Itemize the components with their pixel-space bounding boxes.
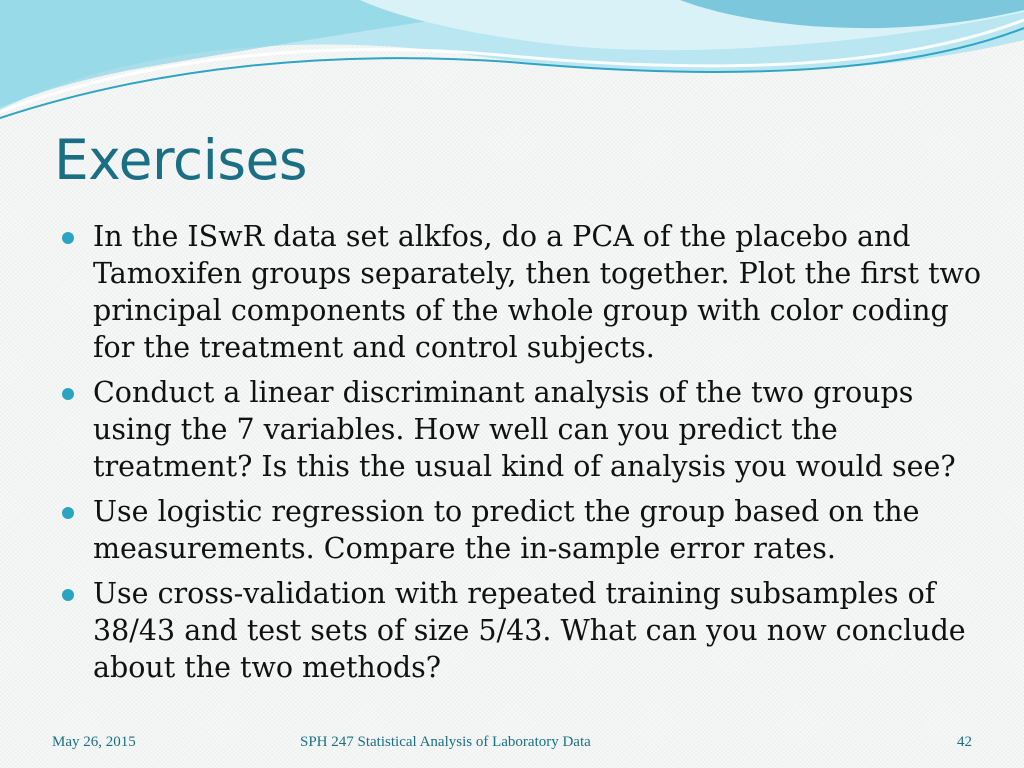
bullet-item — [58, 575, 988, 686]
footer-date: May 26, 2015 — [52, 734, 136, 750]
bullet-text: Conduct a linear discriminant analysis of the two groups using the 7 variables. How well can you predict the treatment? Is this the usual kind of analysis you would see? — [93, 376, 956, 483]
bullet-item — [58, 218, 988, 366]
bullet-dot-icon — [62, 388, 74, 400]
bullet-item — [58, 493, 988, 567]
bullet-text: In the ISwR data set alkfos, do a PCA of the placebo and Tamoxifen groups separately, then together. Plot the first two principal components of the whole group with color coding for the treatment and control subjects. — [93, 220, 982, 364]
header-wave-decoration — [0, 0, 1024, 130]
bullet-item — [58, 374, 988, 485]
bullet-text: Use cross-validation with repeated training subsamples of 38/43 and test sets of size 5/43. What can you now conclude about the two methods? — [93, 577, 966, 684]
bullet-dot-icon — [62, 507, 74, 519]
bullet-text: Use logistic regression to predict the group based on the measurements. Compare the in-sample error rates. — [93, 495, 920, 565]
bullet-dot-icon — [62, 232, 74, 244]
bullet-dot-icon — [62, 589, 74, 601]
footer-course-title: SPH 247 Statistical Analysis of Laboratory Data — [300, 734, 591, 750]
slide-title: Exercises — [54, 128, 308, 192]
bullet-list — [58, 218, 988, 694]
footer-page-number: 42 — [957, 734, 972, 750]
